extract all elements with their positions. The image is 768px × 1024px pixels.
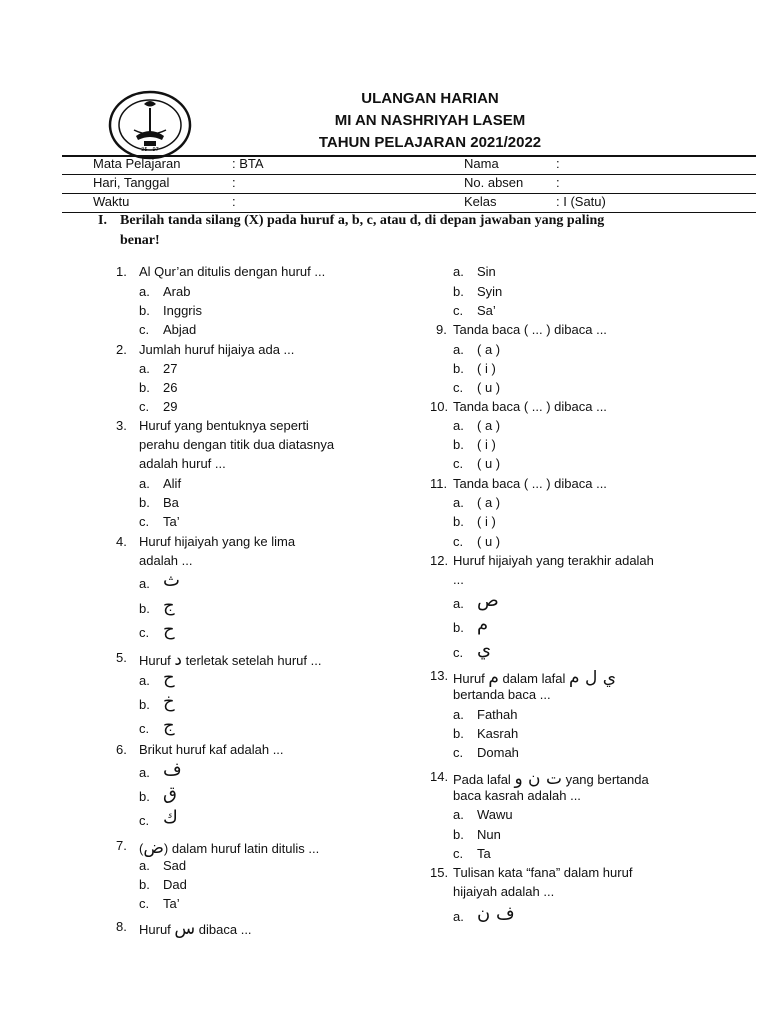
question-number-5: 5. <box>116 650 127 665</box>
option-letter: b. <box>139 380 150 395</box>
option-letter: b. <box>139 697 150 712</box>
option-letter: b. <box>453 514 464 529</box>
question-4-text: Huruf hijaiyah yang ke lima <box>139 534 296 549</box>
info-label-subject: Mata Pelajaran <box>93 156 181 171</box>
option-letter: c. <box>453 846 464 861</box>
option-letter: c. <box>453 456 464 471</box>
option-letter: c. <box>139 625 150 640</box>
option-text: Sin <box>477 264 496 279</box>
info-label-name: Nama <box>464 156 499 171</box>
option-text: ص <box>477 590 499 611</box>
option-letter: a. <box>139 858 150 873</box>
question-3-text: perahu dengan titik dua diatasnya <box>139 437 335 452</box>
question-text-part: ) dalam huruf latin ditulis ... <box>163 841 320 856</box>
question-number-6: 6. <box>116 742 127 757</box>
option-text: Arab <box>163 284 191 299</box>
section-number: I. <box>98 213 107 228</box>
question-3-text: Huruf yang bentuknya seperti <box>139 418 309 433</box>
info-value-subject: : BTA <box>232 156 264 171</box>
option-text: ( i ) <box>477 361 496 376</box>
option-letter: a. <box>453 495 464 510</box>
option-letter: c. <box>139 813 150 828</box>
option-text: Ta’ <box>163 514 180 529</box>
question-8-text <box>139 919 252 939</box>
question-text-part: terletak setelah huruf ... <box>181 653 322 668</box>
option-text: 27 <box>163 361 178 376</box>
option-letter: a. <box>453 807 464 822</box>
question-1-text: Al Qur’an ditulis dengan huruf ... <box>139 264 326 279</box>
option-text: Wawu <box>477 807 513 822</box>
option-text: Syin <box>477 284 503 299</box>
option-letter: a. <box>453 264 464 279</box>
option-text: م <box>477 614 489 635</box>
instruction-line-2: benar! <box>120 233 160 248</box>
info-label-class: Kelas <box>464 194 497 209</box>
option-text: ج <box>163 715 175 736</box>
option-text: Sa’ <box>477 303 496 318</box>
question-number-1: 1. <box>116 264 127 279</box>
question-number-10: 10. <box>430 399 449 414</box>
option-text: ف ن <box>477 903 515 924</box>
question-4-text: adalah ... <box>139 553 193 568</box>
question-number-7: 7. <box>116 838 127 853</box>
option-letter: a. <box>453 418 464 433</box>
info-divider-2 <box>62 193 756 194</box>
option-letter: a. <box>139 476 150 491</box>
question-number-4: 4. <box>116 534 127 549</box>
arabic-letter: ي ل م <box>569 668 617 688</box>
option-text: ( a ) <box>477 495 501 510</box>
question-11-text: Tanda baca ( ... ) dibaca ... <box>453 476 607 491</box>
option-letter: b. <box>453 827 464 842</box>
info-value-date: : <box>232 175 236 190</box>
option-letter: c. <box>453 645 464 660</box>
info-label-time: Waktu <box>93 194 130 209</box>
question-number-13: 13. <box>430 668 449 683</box>
question-number-14: 14. <box>430 769 449 784</box>
question-14-text <box>453 769 649 789</box>
option-letter: c. <box>139 399 150 414</box>
question-number-12: 12. <box>430 553 449 568</box>
info-value-number: : <box>556 175 560 190</box>
question-6-text: Brikut huruf kaf adalah ... <box>139 742 284 757</box>
question-15-text: Tulisan kata “fana” dalam huruf <box>453 865 633 880</box>
option-letter: b. <box>453 726 464 741</box>
school-logo <box>108 90 192 160</box>
option-letter: b. <box>139 495 150 510</box>
option-letter: c. <box>139 896 150 911</box>
option-text: Kasrah <box>477 726 519 741</box>
option-letter: a. <box>139 284 150 299</box>
option-letter: b. <box>139 789 150 804</box>
question-number-8: 8. <box>116 919 127 934</box>
question-14-text-line2: baca kasrah adalah ... <box>453 788 581 803</box>
option-text: ف <box>163 759 182 780</box>
question-12-text: ... <box>453 572 464 587</box>
option-text: Dad <box>163 877 187 892</box>
option-letter: b. <box>139 303 150 318</box>
arabic-letter: س <box>174 919 196 939</box>
option-letter: b. <box>139 601 150 616</box>
option-text: ( u ) <box>477 456 501 471</box>
option-text: ( u ) <box>477 380 501 395</box>
option-letter: c. <box>139 322 150 337</box>
question-9-text: Tanda baca ( ... ) dibaca ... <box>453 322 607 337</box>
option-text: ج <box>163 595 175 616</box>
question-text-part: Huruf <box>139 922 175 937</box>
option-letter: a. <box>139 361 150 376</box>
option-letter: a. <box>453 342 464 357</box>
option-text: ي <box>477 639 492 660</box>
question-text-part: Huruf <box>139 653 175 668</box>
option-text: خ <box>163 691 175 712</box>
option-letter: b. <box>453 620 464 635</box>
option-letter: c. <box>139 721 150 736</box>
question-text-part: dalam lafal <box>498 671 570 686</box>
option-text: Alif <box>163 476 182 491</box>
info-label-date: Hari, Tanggal <box>93 175 170 190</box>
option-text: ( i ) <box>477 514 496 529</box>
option-letter: a. <box>139 765 150 780</box>
question-number-15: 15. <box>430 865 449 880</box>
option-letter: a. <box>139 673 150 688</box>
question-text-part: Pada lafal <box>453 772 515 787</box>
exam-title: ULANGAN HARIAN <box>361 90 499 107</box>
question-number-3: 3. <box>116 418 127 433</box>
option-text: Fathah <box>477 707 518 722</box>
option-letter: b. <box>453 284 464 299</box>
option-letter: c. <box>453 303 464 318</box>
option-text: ( a ) <box>477 418 501 433</box>
option-letter: c. <box>453 745 464 760</box>
instruction-line-1: Berilah tanda silang (X) pada huruf a, b, c, atau d, di depan jawaban yang paling <box>120 213 605 228</box>
option-text: ك <box>163 807 178 828</box>
option-text: ق <box>163 783 177 804</box>
option-letter: b. <box>453 361 464 376</box>
option-text: ( u ) <box>477 534 501 549</box>
info-label-number: No. absen <box>464 175 524 190</box>
info-value-name: : <box>556 156 560 171</box>
question-number-2: 2. <box>116 342 127 357</box>
info-divider-1 <box>62 174 756 175</box>
option-text: ح <box>163 667 175 688</box>
arabic-letter: د <box>174 650 182 670</box>
option-letter: a. <box>453 707 464 722</box>
question-15-text: hijaiyah adalah ... <box>453 884 555 899</box>
option-text: ح <box>163 619 175 640</box>
option-letter: a. <box>453 909 464 924</box>
option-text: Ba <box>163 495 179 510</box>
question-number-11: 11. <box>430 476 448 491</box>
question-text-part: Huruf <box>453 671 489 686</box>
arabic-letter: م <box>488 668 499 688</box>
question-number-9: 9. <box>436 322 447 337</box>
option-letter: c. <box>453 534 464 549</box>
option-letter: b. <box>139 877 150 892</box>
question-12-text: Huruf hijaiyah yang terakhir adalah <box>453 553 654 568</box>
info-value-time: : <box>232 194 236 209</box>
svg-text:25 - 97: 25 - 97 <box>141 147 159 153</box>
question-text-part: ( <box>139 841 144 856</box>
option-text: Abjad <box>163 322 197 337</box>
arabic-letter: ت ن و <box>514 769 562 789</box>
option-letter: a. <box>139 576 150 591</box>
option-letter: b. <box>453 437 464 452</box>
option-text: ( i ) <box>477 437 496 452</box>
question-13-text <box>453 668 616 688</box>
option-letter: c. <box>453 380 464 395</box>
question-10-text: Tanda baca ( ... ) dibaca ... <box>453 399 607 414</box>
academic-year: TAHUN PELAJARAN 2021/2022 <box>318 134 542 151</box>
question-text-part: dibaca ... <box>195 922 252 937</box>
option-text: 26 <box>163 380 178 395</box>
info-value-class: : I (Satu) <box>556 194 606 209</box>
question-7-text <box>139 838 319 858</box>
option-letter: a. <box>453 596 464 611</box>
option-text: ث <box>163 570 180 591</box>
question-3-text: adalah huruf ... <box>139 456 226 471</box>
option-letter: c. <box>139 514 150 529</box>
arabic-letter: ض <box>143 838 164 858</box>
option-text: Sad <box>163 858 187 873</box>
option-text: Nun <box>477 827 501 842</box>
question-2-text: Jumlah huruf hijaiya ada ... <box>139 342 295 357</box>
option-text: Ta <box>477 846 491 861</box>
school-name: MI AN NASHRIYAH LASEM <box>334 112 526 129</box>
option-text: Ta’ <box>163 896 180 911</box>
question-13-text-line2: bertanda baca ... <box>453 687 551 702</box>
option-text: Domah <box>477 745 519 760</box>
option-text: 29 <box>163 399 178 414</box>
option-text: ( a ) <box>477 342 501 357</box>
option-text: Inggris <box>163 303 203 318</box>
question-text-part: yang bertanda <box>561 772 649 787</box>
